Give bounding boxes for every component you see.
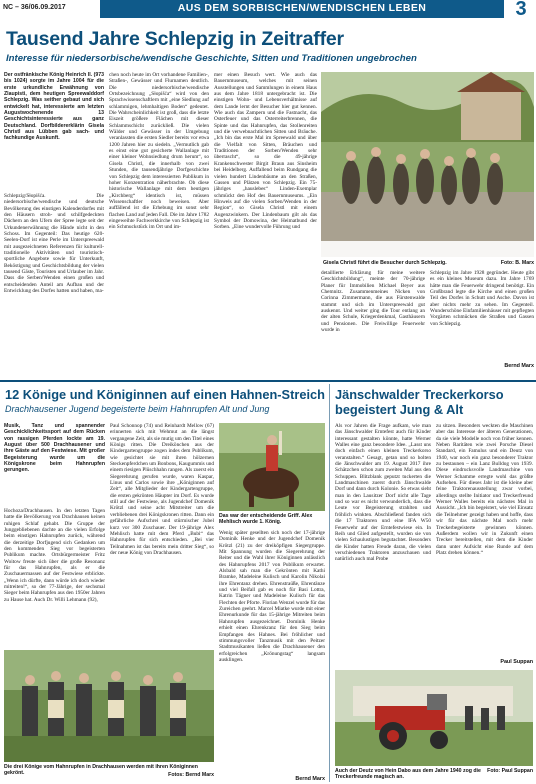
mid-photo2-caption: Die drei Könige vom Hahnrupfen in Drachhausen werden mit ihren Königinnen gekrönt. <box>4 764 198 777</box>
right-col2: zu sitzen. Besonders weckten die Maschinen aber das Interesse der älteren Generationen, da sie viele Modelle noch von früher kennen. Neben Raritäten wie zwei Porsche Diesel Standard, ein Famulus und ein Deutz von 1940, war noch ein ganz besonderer Traktor zu bestaunen – ein Lanz Bulldog von 1939. Diese eindrucksvolle Landmaschine von Werner Schamme erregte wohl das größte Aufsehen. Für dieses Jahr ist die kleine aber feine Traktorenausstellung zwar vorbei, allerdings stellte Initiator und Treckerfreund Werner Walles bereits ein nächstes Mal in Aussicht. „Ich bin begeistert, wie viel Einsatz die Teilnehmer gezeigt haben und hoffe, dass wir für das nächste Mal noch mehr Treckerbegeisterte gewinnen können. Außerdem wollen wir in Zukunft einen Trecker bereitstellen, mit dem die Kinder dann unter Aufsicht eine Runde auf dem Platz drehen können.“ <box>436 423 533 556</box>
top-col1: Schlepzig/Słopišća. Die niedersorbische/wendische und deutsche Bevölkerung des einstigen Kalenderdorfes mit den Häusern stroh- und schilfgedeckten Dächern an den Ufern der Spree legte seit der Urkundenerwähnung die Hände nicht in den Schoss. Im Gegenteil: Das heutige 620-Seelen-Dorf ist eine Perle im Unterspreewald mit ausgezeichneten Referenzen für kulturell-traditionelle Aktivitäten und touristisch-sportliche Angebote sowie für Unterkunft, Beköstigung und Geschichtsbildung der vielen tausend Gäste, Touristen und Urlauber im Jahr. Dass die Serben/Wenden einen großen und entscheidenden Anteil am Aufbau und der Entwicklung des Dorfes hatten und haben, ma- <box>4 193 104 295</box>
mid-col3: Wenig später gesellten sich noch der 17-jährige Dominik Henke und der Jugendchef Domenik Krötzl (21) zu der dreiköpfigen Siegergruppe. Mit Spannung wurden die Siegerehrung der Reiter und die Wahl ihrer Königinnen anlässlich des Hahnrupfens 2017 von Publikum erwartet. Alsbald sah man die Gekrönten mit Kathi Bramke, Madeleine Kulisch und Karolin Nikolai ihre Ehrentanz drehen. Ehrenstraüße, Ehrentänze und viel Beifall gab es noch für Basi Lottra, Katrin Tägner und Madeleine Kulisch für das Flechten der Pforte. Florian Wenzel wurde für das Zureichen geehrt. Marcel Miatke wurde mit einer Ehrenurkunde für das 15-jährige Mitreiten beim Hahnrupfen ausgezeichnet. Dominik Henke erhielt einen Ehrenkranz für den Sieg beim Empfangen des Hahnes. Bei fröhlicher und stimmungsvoller Tanzmusik mit den Peitzer Stadtmusikanten ließen die Drachhausener den erfolgreichen „Krönungstag“ langsam ausklingen. <box>219 530 325 663</box>
column-divider <box>329 384 330 782</box>
page-number: 3 <box>515 0 527 20</box>
right-col1: Als vor Jahren die Frage aufkam, wie man das Jänschwalder Erntefest auch für Kinder interessant gestalten könnte, hatte Werner Walles eine ganz besondere Idee. „Lasst uns doch einfach einen kleinen Treckerkorso veranstalten.“ Gesagt, getan und so holten die Jänschwalder am 19. August 2017 ihre Schätzchen schon zum zweiten Mal aus den Schuppen. Blitzblank geputzt tuckerten die Landmaschinen zuerst durch Jänschwalde Dorf und dann durch Kolonie. So etwas sieht man in den Lausitzer Dorf nicht alle Tage und so war es nicht verwunderlich, dass die Leute vor Begeisterung strahlten und fröhlich winkten. Abschließend fanden sich die 17 Traktoren und eine IFA W50 Feuerwehr auf der Erntefestwiese ein. In Reih und Glied aufgestellt, wurden sie von vielen Schaulustigen begutachtet. Besonders die Kinder hatten Freude daran, die vielen verschiedenen Traktoren anzuschauen und natürlich auch mal Probe <box>335 423 431 563</box>
mid-photo1-caption: Das war der entscheidende Griff. Alex Mehlisch wurde 1. König. <box>219 513 313 526</box>
top-col4: detaillierte Erklärung für meine weitere Geschichtsbildung“, meinte der 70-jährige Planer für Immobilien Michael Beyer aus Chemnitz. Zusammenmeines Nicken von Corinna Zimmermann, die aus Fürstenwalde stammt und sich im Unterspreewald gut auskennt. Und weiter ging die Tour entlang an der alten Schule, Kriegerdenkmal, Gasthäusern und Pensionen. Die Freiwillige Feuerwehr wurde in <box>321 270 425 334</box>
mid-photo-credit: Fotos: Bernd Marx <box>168 772 214 778</box>
mid-photo1 <box>219 423 325 511</box>
mid-author: Bernd Marx <box>295 776 325 782</box>
page-header <box>0 0 536 22</box>
issue-label: NC – 36/06.09.2017 <box>3 4 66 11</box>
right-photo-credit: Foto: Paul Suppan <box>487 768 533 774</box>
top-col3: mer einen Besuch wert. Wie auch das Bauernmuseum, welches mit seinen Ausstellungen und Sammlungen in einem Haus aus dem Jahre 1818 untergebracht ist. Die einstigen Wohn- und Lebensverhältnisse auf dem Lande lernt der Besucher hier gut kennen. Wie auch das Zampern und die Fastnacht, das Osterfeuer und das Osterreiterbrennen, die Spinte und das Hahnrupfen, das Stollenreiten und die verwebnachtlichen Sitten und Bräuche. „Ich bin das erste Mal im Spreewald und über die Vielfalt von Sitten, Bräuchen und Traditionen der Sorben/Wenden sehr überrascht“, so die 49-jährige Krankenschwester Birgit Braun aus Sinsheim bei Heidelberg. Auffallend beim Rundgang die vielen hundert Lindenbäume an den Straßen, Gassen und Plätzen von Schlepzig. Ein 75-jähriges „hauslebes“ Linden-Exemplar schmückt den Hof des Bauernmuseums. „Ein Hinweis auf die vielen Sorben/Wenden in der Region“, so Gisela Christl mit einem Augenzwinkern. Der Lindenbaum gilt als das Symbol der Domowina, der Heimatbund der Sorben. „Eine wundervolle Führung und <box>214 72 317 231</box>
section-divider <box>0 380 536 382</box>
right-headline: Jänschwalder Treckerkorso begeistert Jung & Alt <box>335 387 504 417</box>
tractor-photo <box>335 670 533 766</box>
top-author: Bernd Marx <box>504 363 534 369</box>
mid-subline: Drachhausener Jugend begeisterte beim Hahnrupfen Alt und Jung <box>5 404 270 414</box>
top-subline: Interesse für niedersorbische/wendische Geschichte, Sitten und Traditionen ungebrochen <box>6 53 417 64</box>
kings-group-photo <box>4 650 214 762</box>
top-photo <box>321 72 534 257</box>
mid-col1: Hochoza/Drachhausen. In den letzten Tagen hatte die Bevölkerung von Drachhausen keinen ruhigen Schlaf gehabt. Die Gruppe der Junggebliebenen dachte an die vielen Erfolge beim einstigen Hahnrupfen zurück, während die derzeitige Dorfjugend sich Gedanken um den kommenden Sieg vor begeisterten Publikum machte. Ortsbürgermeister Fritz Woitow freute sich über die große Resonanz für das Hahnrupfen, als er die Zuschauermassen auf der Festwiese erblickte. „Wenn ich dürfte, dann würde ich doch wieder mitreiten!“, so der 77-Jährige, der sechsmal Sieger beim Hahnrupfen aus den 1950er Jahren zu Hause hat. Auch Dr. Willi Lehmann (92), <box>4 508 105 603</box>
top-photo-caption: Gisela Christl führt die Besucher durch Schlepzig. <box>323 260 447 266</box>
schlepzig-group-photo <box>321 72 534 257</box>
right-photo <box>335 670 533 766</box>
top-col5: Schlepzig im Jahre 1928 gegründet. Heute gibt es ein kleines Museum dazu. Im Jahre 1769 hätte man die Feuerwehr dringend benötigt. Ein Großbrand legte die Kirche und einen großen Teil des Dorfes in Schutt und Asche. Davon ist aber nichts mehr zu sehen. Im Gegenteil. Wunderschöne Einfamilienhäuser mit gepflegten Vorgärten schmücken die Straßen und Gassen von Schlepzig. <box>430 270 534 327</box>
right-author: Paul Suppan <box>500 659 533 665</box>
mid-col1-suffix-author <box>4 648 105 649</box>
mid-photo2 <box>4 650 214 762</box>
mid-headline: 12 Könige und Königinnen auf einen Hahnen-Streich <box>5 387 325 402</box>
top-col2: chen noch heute im Ort vorhandene Familien-, Straßen-, Gewässer und Flurnamen deutlich. Die niedersorbische/wendische Ortsbezeichnung „Słopišća“ wird von den Sprachwissenschaftlern mit „eine Siedlung auf schlammigen, lehmhaltigen Boden“ gedeutet. Die Wahrscheinlichkeit ist groß, dass die letzte Eiszeit größere Flächen mit dieser Schlammschicht zurückließ. Die vielen Wälder und Gewässer in der Umgebung veranlassten die ersten Siedler bereits vor etwa 1200 Jahren hier zu siedeln. „Vermutlich gab es einst eine gut gesicherte Wallanlage mit einer kleiner Wohnsiedlung drum herum“, so Gisela Christl, die innerhalb von zwei Stunden, die tausendjährige Dorfgeschichte von Schlepzig dem interessierten Publikum in hoher Konzentration näherbrachte. Ob diese historische Wallanlage mit dem heutigen „Kirchberg“ identisch ist, müssen Wissenschaftler noch beweisen. Aber auffällend ist die Erhebung im sonst sehr flachen Land auf jeden Fall. Die im Jahre 1782 eingeweihte Fachwerkkirche von Schlepzig ist ein Schmuckstück im Ort und im- <box>109 72 209 231</box>
top-photo-credit: Foto: B. Marx <box>500 260 534 266</box>
mid-lead: Musik, Tanz und spannender Geschicklichkeitssport auf dem Rücken von rassigen Pferden lockte am 19. August über 500 Drachhausener und ihre Gäste auf den Festwiese. Mit großer Begeisterung wurde um die Königskrone beim Hahnrupfen gerungen. <box>4 423 105 474</box>
top-headline: Tausend Jahre Schlepzig in Zeitraffer <box>6 28 344 50</box>
rider-photo <box>219 423 325 511</box>
top-lead: Der ostfränkische König Heinrich II. (973 bis 1024) sorgte im Jahre 1004 für die erste urkundliche Erwähnung von Zlaupisti, dem heutigen Spreewalddorf Schlepzig. Was seither gebaut und sich entwickelt hat, interessierte am letzten Augustwochenende 13 Geschichtsinteressierte aus ganz Deutschland. Dorfbildererklärin Gisela Christl aus Lübben gab sach- und fachkundige Auskunft. <box>4 72 104 142</box>
right-photo-caption: Auch der Deutz von Hein Dabo aus dem Jahre 1940 zog die Treckerfreunde magisch an. <box>335 768 481 781</box>
mid-col2: Paul Schonnop (74) und Reinhardt Mellow (67) erinnerten sich mit Wehmut an die längst vergangene Zeit, als sie mutig um den Titel eines Königs ritten. Die Dreikönchen aus der Kindergartengruppe zogen indes dem Publikum, wie gesichtet sie mit ihren hölzernen Steckenpferdchen um Bonbons, Kaugummis und einem riesigen Plüschhahn rangen. Als zuerst ein Siegerehrung gerufen wurde, waren Kaspar, Linus und Carlos sowie ihre „Königinnen auf Zeit“, alle Mitglieder der Kindergartengruppe, die ersten gekrönten Häupter im Dorf. Es wurde still auf der Festwiese, als Jugendchef Domenik Krötzl und seine acht Mitstreiter um die verbliebenen drei Königskronen ritten. Dann ein gefährliche Aufschrei und stürmischer Jubel kurz vor 300 Zuschauer. Der 19-jährige Alex Mehlisch hatte mit dem Pferd „Bubi“ das Hahnrupfen für sich entschieden. „Bei vier Teilnahmen ist das bereits mein dritter Sieg“, so der neue König von Drachhausen. <box>110 423 214 556</box>
section-title: AUS DEM SORBISCHEN/WENDISCHEN LEBEN <box>177 2 427 14</box>
